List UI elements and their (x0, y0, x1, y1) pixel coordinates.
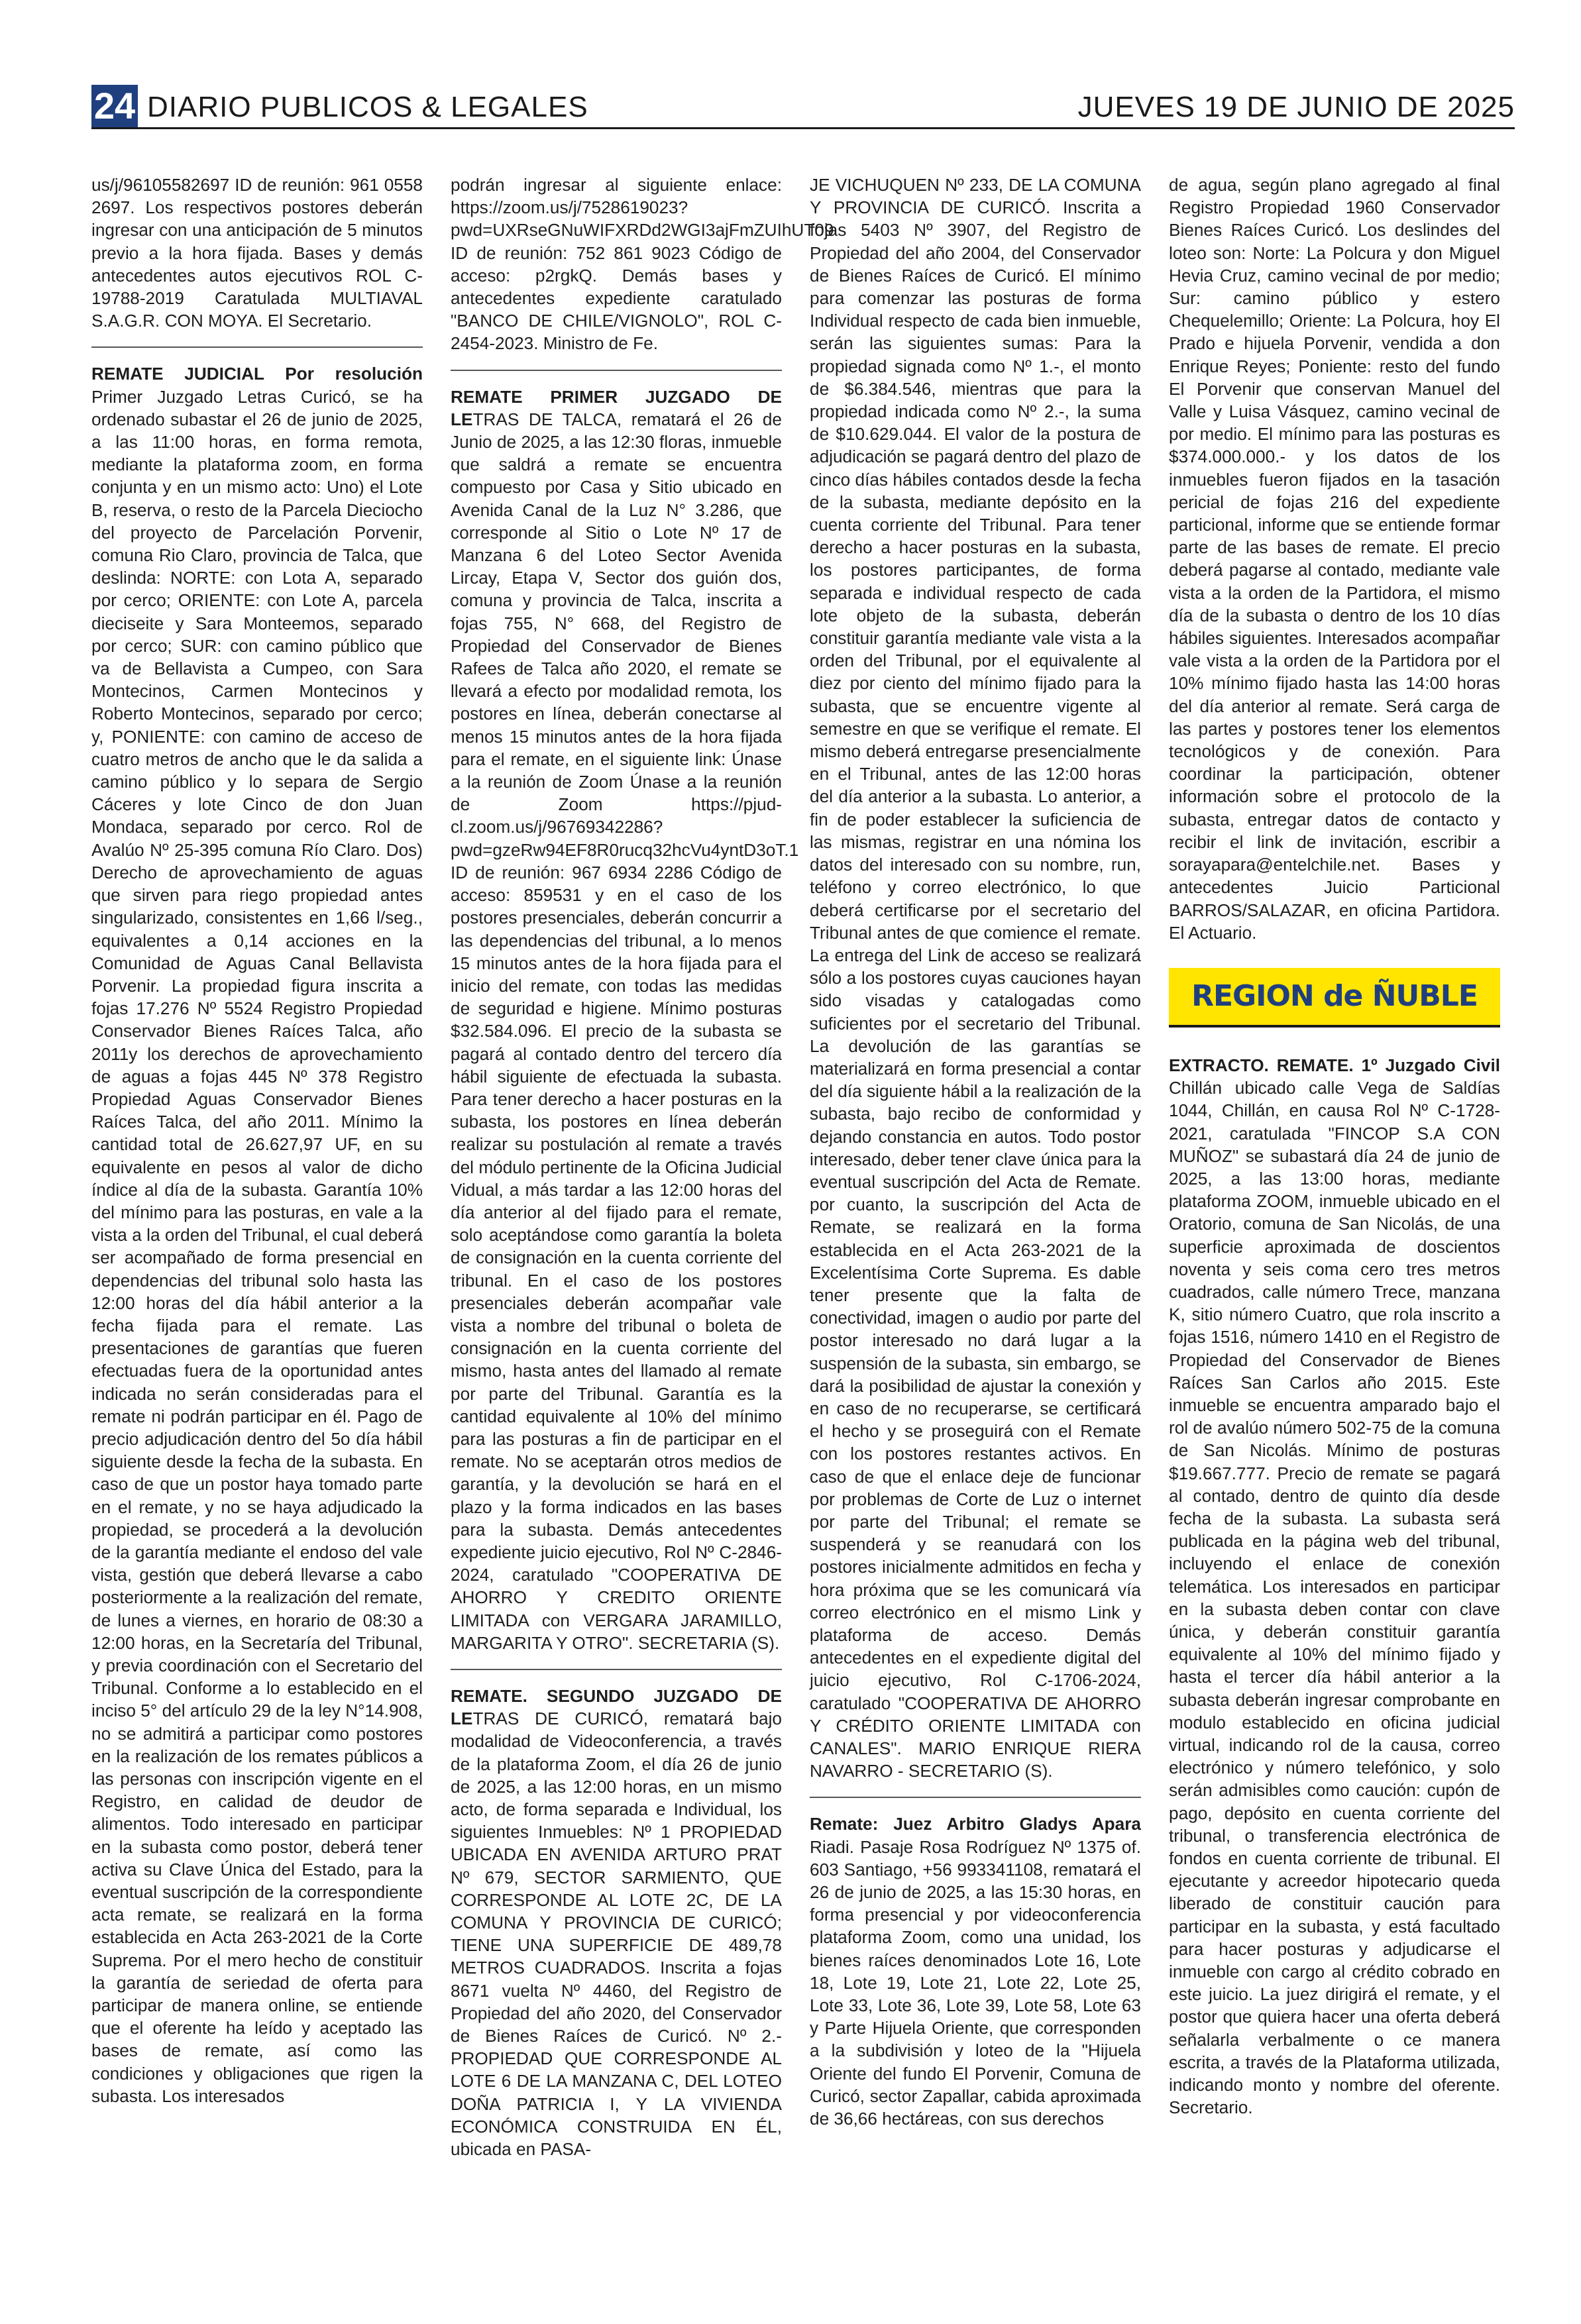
newspaper-section-name: DIARIO PUBLICOS & LEGALES (147, 91, 588, 123)
notice-body: podrán ingresar al siguiente enlace: https://zoom.us/j/7528619023?pwd=UXRseGNuWIFXRDd2WGI3ajFmZUIhUT09 ID de reunión: 752 861 9023 Código de acceso: p2rgkQ. Demás bases y antecedentes expediente caratulado "BANCO DE CHILE/VIGNOLO", ROL C-2454-2023. Ministro de Fe. (451, 175, 834, 354)
notice-divider (91, 346, 423, 348)
legal-notice (810, 1813, 1141, 2130)
notice-lead: REMATE. SEGUNDO JUZGADO DE LE (451, 1686, 782, 1729)
notice-lead: REMATE JUDICIAL Por resolución (91, 364, 423, 384)
legal-notice (1169, 174, 1500, 944)
notice-body: us/j/96105582697 ID de reunión: 961 0558 2697. Los respectivos postores deberán ingresar con una anticipación de 5 minutos previo a la hora fijada. Bases y demás antecedentes autos ejecutivos ROL C-19788-2019 Caratulada MULTIAVAL S.A.G.R. CON MOYA. El Secretario. (91, 175, 423, 331)
page-number: 24 (91, 85, 138, 127)
notice-body: TRAS DE TALCA, rematará el 26 de Junio de 2025, a las 12:30 floras, inmueble que saldrá a remate se encuentra compuesto por Casa y Sitio ubicado en Avenida Canal de la Luz N° 3.286, que corresponde al Sitio o Lote Nº 17 de Manzana 6 del Loteo Sector Avenida Lircay, Etapa V, Sector dos guión dos, comuna y provincia de Talca, inscrita a fojas 755, N° 668, del Registro de Propiedad del Conservador de Bienes Rafees de Talca año 2020, el remate se llevará a efecto por modalidad remota, los postores en línea, deberán conectarse al menos 15 minutos antes de la hora fijada para el remate, en el siguiente link: Únase a la reunión de Zoom Únase a la reunión de Zoom https://pjud-cl.zoom.us/j/96769342286?pwd=gzeRw94EF8R0rucq32hcVu4yntD3oT.1 ID de reunión: 967 6934 2286 Código de acceso: 859531 y en el caso de los postores presenciales, deberán concurrir a las dependencias del tribunal, a lo menos 15 minutos antes de la hora fijada para el inicio del remate, con todas las medidas de seguridad e higiene. Mínimo posturas $32.584.096. El precio de la subasta se pagará al contado dentro del tercero día hábil siguiente de efectuada la subasta. Para tener derecho a hacer posturas en la subasta, los postores en línea deberán realizar su postulación al remate a través del módulo pertinente de la Oficina Judicial Vidual, a más tardar a las 12:00 horas del día anterior al del fijado para el remate, solo aceptándose como garantía la boleta de consignación en la cuenta corriente del tribunal. En el caso de los postores presenciales deberán acompañar vale vista a nombre del tribunal o boleta de consignación en la cuenta corriente del mismo, hasta antes del llamado al remate por parte del Tribunal. Garantía es la cantidad equivalente al 10% del mínimo para las posturas a fin de participar en el remate. No se aceptarán otros medios de garantía, y la devolución se hará en el plazo y la forma indicados en las bases para la subasta. Demás antecedentes expediente juicio ejecutivo, Rol Nº C-2846-2024, caratulado "COOPERATIVA DE AHORRO Y CREDITO ORIENTE LIMITADA con VERGARA JARAMILLO, MARGARITA Y OTRO". SECRETARIA (S). (451, 409, 799, 1653)
notice-body: TRAS DE CURICÓ, rematará bajo modalidad de Videoconferencia, a través de la plataforma Zoom, el día 26 de junio de 2025, a las 12:00 horas, en un mismo acto, de forma separada e Individual, los siguientes Inmuebles: Nº 1 PROPIEDAD UBICADA EN AVENIDA ARTURO PRAT Nº 679, SECTOR SARMIENTO, QUE CORRESPONDE AL LOTE 2C, DE LA COMUNA Y PROVINCIA DE CURICÓ; TIENE UNA SUPERFICIE DE 489,78 METROS CUADRADOS. Inscrita a fojas 8671 vuelta Nº 4460, del Registro de Propiedad del año 2020, del Conservador de Bienes Raíces de Curicó. Nº 2.- PROPIEDAD QUE CORRESPONDE AL LOTE 6 DE LA MANZANA C, DEL LOTEO DOÑA PATRICIA I, Y LA VIVIENDA ECONÓMICA CONSTRUIDA EN ÉL, ubicada en PASA- (451, 1709, 782, 2160)
notice-divider (451, 1669, 782, 1670)
publication-date: JUEVES 19 DE JUNIO DE 2025 (1077, 91, 1515, 123)
column-2 (451, 174, 834, 2160)
legal-notice (810, 174, 1141, 1782)
legal-notice (91, 362, 423, 2107)
page-header (91, 85, 1515, 129)
region-banner (1169, 968, 1500, 1028)
notice-divider (451, 370, 782, 371)
notice-body: Primer Juzgado Letras Curicó, se ha ordenado subastar el 26 de junio de 2025, a las 11:00 horas, en forma remota, mediante la plataforma zoom, en forma conjunta y en un mismo acto: Uno) el Lote B, reserva, o resto de la Parcela Dieciocho del proyecto de Parcelación Porvenir, comuna Rio Claro, provincia de Talca, que deslinda: NORTE: con Lota A, separado por cerco; ORIENTE: con Lote A, parcela dieciseite y Sara Monteemos, separado por cerco; SUR: con camino público que va de Bellavista a Cumpeo, con Sara Montecinos, Carmen Montecinos y Roberto Montecinos, separado por cerco; y, PONIENTE: con camino de acceso de cuatro metros de ancho que le da salida a camino público y lo separa de Sergio Cáceres y lote Cinco de don Juan Mondaca, separado por cerco. Rol de Avalúo Nº 25-395 comuna Río Claro. Dos) Derecho de aprovechamiento de aguas que sirven para riego propiedad antes singularizado, consistentes en 1,66 l/seg., equivalentes a 0,14 acciones en la Comunidad de Aguas Canal Bellavista Porvenir. La propiedad figura inscrita a fojas 17.276 Nº 5524 Registro Propiedad Conservador Bienes Raíces Talca, año 2011y los derechos de aprovechamiento de aguas a fojas 445 Nº 378 Registro Propiedad Aguas Conservador Bienes Raíces Talca, del año 2011. Mínimo la cantidad total de 26.627,97 UF, en su equivalente en pesos al valor de dicho índice al día de la subasta. Garantía 10% del mínimo para las posturas, en vale a la vista a la orden del Tribunal, el cual deberá ser acompañado de forma presencial en dependencias del tribunal solo hasta las 12:00 horas del día hábil anterior a la fecha fijada para el remate. Las presentaciones de garantías que fueren efectuadas fuera de la oportunidad antes indicada no serán consideradas para el remate ni podrán participar en él. Pago de precio adjudicación dentro del 5o día hábil siguiente desde la fecha de la subasta. En caso de que un postor haya tomado parte en el remate, y no se haya adjudicado la propiedad, se procederá a la devolución de la garantía mediante el endoso del vale vista, gestión que deberá llevarse a cabo posteriormente a la realización del remate, de lunes a viernes, en horario de 08:30 a 12:00 horas, en la Secretaría del Tribunal, y previa coordinación con el Secretario del Tribunal. Conforme a lo establecido en el inciso 5° del artículo 29 de la ley N°14.908, no se admitirá a participar como postores en la realización de los remates públicos a las personas con inscripción vigente en el Registro, en calidad de deudor de alimentos. Todo interesado en participar en la subasta como postor, deberá tener activa su Clave Única del Estado, para la eventual suscripción de la correspondiente acta remate, se realizará en la forma establecida en Acta 263-2021 de la Corte Suprema. Por el mero hecho de constituir la garantía de seriedad de oferta para participar de manera online, se entiende que el oferente ha leído y aceptado las bases de remate, así como las condiciones y obligaciones que rigen la subasta. Los interesados (91, 386, 423, 2106)
legal-notice (91, 174, 423, 332)
notice-body: JE VICHUQUEN Nº 233, DE LA COMUNA Y PROVINCIA DE CURICÓ. Inscrita a fojas 5403 Nº 3907, del Registro de Propiedad del año 2004, del Conservador de Bienes Raíces de Curicó. El mínimo para comenzar las posturas de forma Individual respecto de cada bien inmueble, serán las siguientes sumas: Para la propiedad signada como Nº 1.-, el monto de $6.384.546, mientras que para la propiedad indicada como Nº 2.-, la suma de $10.629.044. El valor de la postura de adjudicación se pagará dentro del plazo de cinco días hábiles contados desde la fecha de la subasta, mediante depósito en la cuenta corriente del Tribunal. Para tener derecho a hacer posturas en la subasta, los postores participantes, de forma separada e individual respecto de cada lote objeto de la subasta, deberán constituir garantía mediante vale vista a la orden del Tribunal, por el equivalente al diez por ciento del mínimo fijado para la subasta, que se encuentre vigente al semestre en que se verifique el remate. El mismo deberá entregarse presencialmente en el Tribunal, antes de las 12:00 horas del día anterior a la subasta. Lo anterior, a fin de poder establecer la suficiencia de las mismas, registrar en una nómina los datos del interesado con su nombre, run, teléfono y correo electrónico, lo que deberá certificarse por el secretario del Tribunal antes de que comience el remate. La entrega del Link de acceso se realizará sólo a los postores cuyas cauciones hayan sido visadas y catalogadas como suficientes por el secretario del Tribunal. La devolución de las garantías se materializará en forma presencial a contar del día siguiente hábil a la realización de la subasta, bajo recibo de conformidad y dejando constancia en autos. Todo postor interesado, deber tener clave única para la eventual suscripción del Acta de Remate. por cuanto, la suscripción del Acta de Remate, se realizará en la forma establecida en el Acta 263-2021 de la Excelentísima Corte Suprema. Es dable tener presente que la falta de conectividad, imagen o audio por parte del postor interesado no dará lugar a la suspensión de la subasta, sin embargo, se dará la posibilidad de ajustar la conexión y en caso de no recuperarse, se certificará el hecho y se proseguirá con el Remate con los postores restantes activos. En caso de que el enlace deje de funcionar por problemas de Corte de Luz o internet por parte del Tribunal; el remate se suspenderá y se reanudará con los postores inicialmente admitidos en fecha y hora próxima que se les comunicará vía correo electrónico en el mismo Link y plataforma de acceso. Demás antecedentes en el expediente digital del juicio ejecutivo, Rol C-1706-2024, caratulado "COOPERATIVA DE AHORRO Y CRÉDITO ORIENTE LIMITADA con CANALES". MARIO ENRIQUE RIERA NAVARRO - SECRETARIO (S). (810, 175, 1141, 1781)
notice-lead: EXTRACTO. REMATE. 1º Juzgado Civil (1169, 1055, 1500, 1075)
notice-divider (810, 1797, 1141, 1798)
column-3 (810, 174, 1141, 2130)
legal-notice (1169, 1054, 1500, 2119)
legal-notice (451, 386, 799, 1654)
legal-notice (451, 174, 834, 355)
notice-body: de agua, según plano agregado al final Registro Propiedad 1960 Conservador Bienes Raíces Curicó. Los deslindes del loteo son: Norte: La Polcura y don Miguel Hevia Cruz, camino vecinal de por medio; Sur: camino público y estero Chequelemillo; Oriente: La Polcura, hoy El Prado e hijuela Porvenir, vendida a don Enrique Reyes; Poniente: resto del fundo El Porvenir que conservan Manuel del Valle y Luisa Vásquez, camino vecinal de por medio. El mínimo para las posturas es $374.000.000.- y los datos de los inmuebles fueron fijados en la tasación pericial de fojas 216 del expediente particional, informe que se entiende formar parte de las bases de remate. El precio deberá pagarse al contado, mediante vale vista a la orden de la Partidora, el mismo día de la subasta o dentro de los 10 días hábiles siguientes. Interesados acompañar vale vista a la orden de la Partidora por el 10% mínimo fijado hasta las 14:00 horas del día anterior al remate. Será carga de las partes y postores tener los elementos tecnológicos y de conexión. Para coordinar la participación, obtener información sobre el protocolo de la subasta, entregar datos de contacto y recibir el link de invitación, escribir a sorayapara@entelchile.net. Bases y antecedentes Juicio Particional BARROS/SALAZAR, en oficina Partidora. El Actuario. (1169, 175, 1500, 943)
legal-notice (451, 1685, 782, 2160)
notice-lead: Remate: Juez Arbitro Gladys Apara (810, 1814, 1141, 1834)
column-4 (1169, 174, 1500, 2119)
notice-lead: REMATE PRIMER JUZGADO DE LE (451, 386, 782, 429)
region-title: REGION de ÑUBLE (1191, 978, 1478, 1013)
notice-body: Riadi. Pasaje Rosa Rodríguez Nº 1375 of. 603 Santiago, +56 993341108, rematará el 26 de junio de 2025, a las 15:30 horas, en forma presencial y por videoconferencia plataforma Zoom, como una unidad, los bienes raíces denominados Lote 16, Lote 18, Lote 19, Lote 21, Lote 22, Lote 25, Lote 33, Lote 36, Lote 39, Lote 58, Lote 63 y Parte Hijuela Oriente, que corresponden a la subdivisión y loteo de la "Hijuela Oriente del fundo El Porvenir, Comuna de Curicó, sector Zapallar, cabida aproximada de 36,66 hectáreas, con sus derechos (810, 1836, 1141, 2129)
column-1 (91, 174, 423, 2107)
notice-body: Chillán ubicado calle Vega de Saldías 1044, Chillán, en causa Rol Nº C-1728-2021, caratulada "FINCOP S.A CON MUÑOZ" se subastará día 24 de junio de 2025, a las 13:00 horas, mediante plataforma ZOOM, inmueble ubicado en el Oratorio, comuna de San Nicolás, de una superficie aproximada de doscientos noventa y seis coma cero tres metros cuadrados, calle número Trece, manzana K, sitio número Cuatro, que rola inscrito a fojas 1516, número 1410 en el Registro de Propiedad del Conservador de Bienes Raíces San Carlos año 2015. Este inmueble se encuentra amparado bajo el rol de avalúo número 502-75 de la comuna de San Nicolás. Mínimo de posturas $19.667.777. Precio de remate se pagará al contado, dentro de quinto día desde fecha de la subasta. La subasta será publicada en la página web del tribunal, incluyendo el enlace de conexión telemática. Los interesados en participar en la subasta deben contar con clave única, y deberán constituir garantía equivalente al 10% del mínimo fijado y hasta el tercer día hábil anterior a la subasta deberán ingresar comprobante en modulo establecido en oficina judicial virtual, indicando rol de la causa, correo electrónico y número telefónico, y solo serán admisibles como caución: cupón de pago, depósito en cuenta corriente del tribunal, o transferencia electrónica de fondos en cuenta corriente de tribunal. El ejecutante y acreedor hipotecario queda liberado de constituir caución para participar en la subasta, y está facultado para hacer posturas y adjudicarse el inmueble con cargo al crédito cobrado en este juicio. La juez dirigirá el remate, y el postor que quiera hacer una oferta deberá señalarla verbalmente o ce manera escrita, a través de la Plataforma utilizada, indicando monto y nombre del oferente. Secretario. (1169, 1078, 1500, 2118)
